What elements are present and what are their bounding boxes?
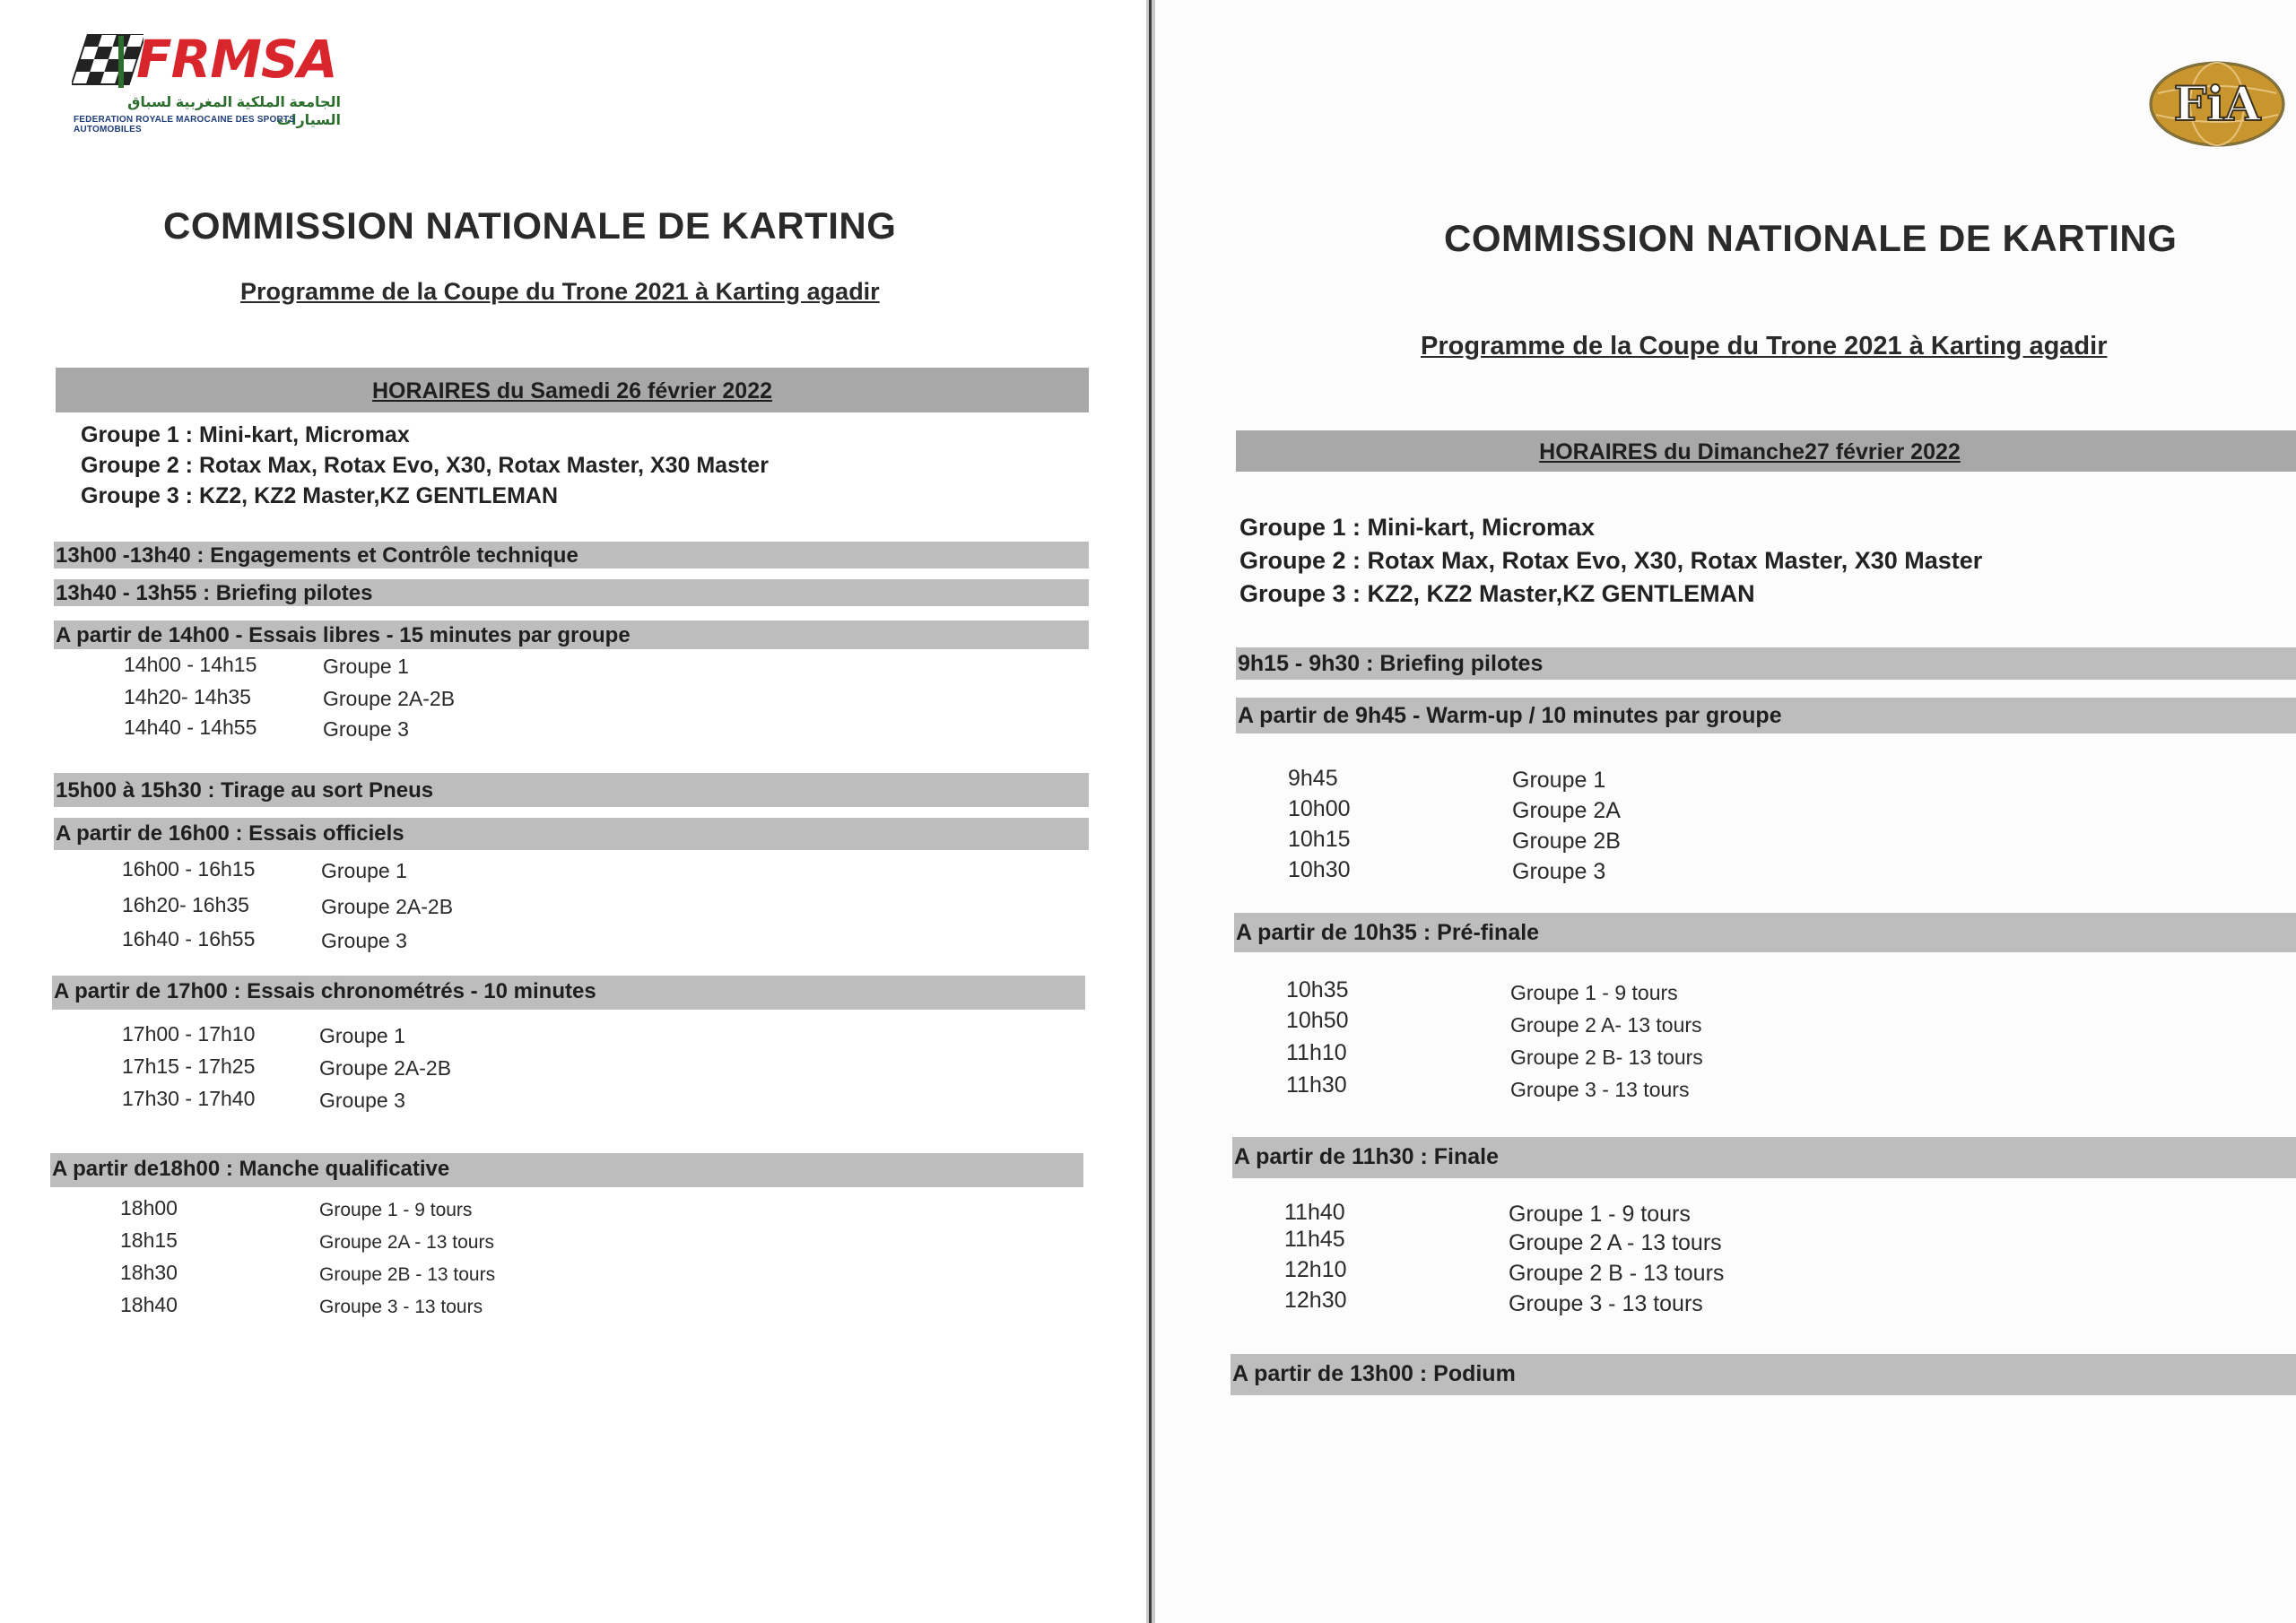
schedule-time: 18h15 <box>120 1228 178 1252</box>
tirage-header: 15h00 à 15h30 : Tirage au sort Pneus <box>56 778 434 803</box>
essais-libres-header: A partir de 14h00 - Essais libres - 15 minutes par groupe <box>56 623 631 647</box>
groups-list <box>1239 511 1982 611</box>
schedule-time: 12h30 <box>1284 1288 1347 1313</box>
schedule-group: Groupe 3 <box>319 1089 405 1112</box>
schedule-group: Groupe 2A-2B <box>323 687 456 710</box>
schedule-time: 10h35 <box>1286 977 1349 1002</box>
briefing-header: 13h40 - 13h55 : Briefing pilotes <box>56 581 373 605</box>
left-page <box>0 0 1146 1623</box>
page-subtitle: Programme de la Coupe du Trone 2021 à Karting agadir <box>1421 332 2108 360</box>
section-bar <box>1236 698 2296 733</box>
schedule-time: 10h15 <box>1288 827 1351 852</box>
essais-officiels-header: A partir de 16h00 : Essais officiels <box>56 821 404 846</box>
group-3-desc: Groupe 3 : KZ2, KZ2 Master,KZ GENTLEMAN <box>81 483 559 508</box>
schedule-time: 16h20- 16h35 <box>122 893 249 916</box>
section-bar <box>50 1153 1083 1187</box>
schedule-time: 18h40 <box>120 1293 178 1316</box>
schedule-time: 11h10 <box>1286 1040 1347 1065</box>
schedule-group: Groupe 3 <box>323 717 409 741</box>
right-page <box>1155 0 2296 1623</box>
warmup-header: A partir de 9h45 - Warm-up / 10 minutes par groupe <box>1238 703 1782 728</box>
schedule-group: Groupe 1 - 9 tours <box>319 1200 473 1220</box>
frmsa-logo-arabic: الجامعة الملكية المغربية لسباق السيارات <box>127 95 341 128</box>
schedule-time: 16h40 - 16h55 <box>122 927 256 950</box>
group-2-desc: Groupe 2 : Rotax Max, Rotax Evo, X30, Rotax Master, X30 Master <box>1239 547 1983 574</box>
section-bar <box>54 542 1089 568</box>
schedule-time: 14h40 - 14h55 <box>124 716 257 739</box>
schedule-group: Groupe 1 - 9 tours <box>1510 981 1678 1004</box>
schedule-group: Groupe 1 - 9 tours <box>1509 1202 1691 1227</box>
schedule-group: Groupe 1 <box>319 1024 405 1047</box>
schedule-time: 11h40 <box>1284 1200 1345 1225</box>
page-divider <box>1146 0 1155 1623</box>
podium-header: A partir de 13h00 : Podium <box>1232 1361 1516 1386</box>
prefinale-header: A partir de 10h35 : Pré-finale <box>1236 920 1540 945</box>
schedule-time: 9h45 <box>1288 766 1338 791</box>
schedule-group: Groupe 3 - 13 tours <box>1510 1078 1690 1101</box>
essais-chrono-header: A partir de 17h00 : Essais chronométrés - 10 minutes <box>54 979 596 1003</box>
schedule-group: Groupe 2 B- 13 tours <box>1510 1046 1703 1069</box>
schedule-group: Groupe 2A <box>1512 798 1621 823</box>
schedule-time: 10h00 <box>1288 796 1351 821</box>
schedule-group: Groupe 2A-2B <box>319 1056 452 1080</box>
page-title: COMMISSION NATIONALE DE KARTING <box>1444 217 2178 259</box>
schedule-time: 11h45 <box>1284 1227 1345 1252</box>
engagements-header: 13h00 -13h40 : Engagements et Contrôle technique <box>56 543 578 568</box>
frmsa-logo-subtitle: FEDERATION ROYALE MAROCAINE DES SPORTS AUTOMOBILES <box>74 115 296 135</box>
section-bar <box>54 773 1089 807</box>
section-bar <box>1232 1137 2296 1178</box>
schedule-time: 10h50 <box>1286 1008 1349 1033</box>
manche-header: A partir de18h00 : Manche qualificative <box>52 1157 450 1181</box>
schedule-time: 17h30 - 17h40 <box>122 1087 256 1110</box>
day-header-bar <box>56 368 1089 412</box>
schedule-group: Groupe 3 <box>321 929 407 952</box>
schedule-group: Groupe 2 A- 13 tours <box>1510 1013 1702 1037</box>
group-1-desc: Groupe 1 : Mini-kart, Micromax <box>81 422 410 447</box>
page-title: COMMISSION NATIONALE DE KARTING <box>163 204 897 247</box>
section-bar <box>54 818 1089 850</box>
section-bar <box>1231 1354 2296 1395</box>
page-subtitle: Programme de la Coupe du Trone 2021 à Karting agadir <box>240 278 880 305</box>
schedule-time: 17h00 - 17h10 <box>122 1022 256 1046</box>
svg-text:FiA: FiA <box>2173 77 2261 132</box>
day-header-bar <box>1236 430 2296 472</box>
schedule-time: 18h30 <box>120 1261 178 1284</box>
schedule-time: 14h20- 14h35 <box>124 685 251 708</box>
day-header: HORAIRES du Dimanche27 février 2022 <box>1539 439 1961 464</box>
groups-list <box>81 420 769 511</box>
frmsa-logo <box>72 29 341 135</box>
day-header: HORAIRES du Samedi 26 février 2022 <box>371 378 773 404</box>
schedule-group: Groupe 2B <box>1512 829 1621 854</box>
fia-globe-icon <box>2149 59 2289 149</box>
group-2-desc: Groupe 2 : Rotax Max, Rotax Evo, X30, Rotax Master, X30 Master <box>81 453 769 478</box>
schedule-group: Groupe 3 - 13 tours <box>1509 1291 1703 1316</box>
section-bar <box>52 976 1085 1010</box>
section-bar <box>54 579 1089 606</box>
schedule-group: Groupe 2B - 13 tours <box>319 1264 496 1285</box>
checkered-flag-icon <box>72 34 144 90</box>
schedule-time: 16h00 - 16h15 <box>122 857 256 881</box>
schedule-time: 11h30 <box>1286 1072 1347 1098</box>
schedule-group: Groupe 2 B - 13 tours <box>1509 1261 1725 1286</box>
briefing-header: 9h15 - 9h30 : Briefing pilotes <box>1238 651 1544 676</box>
section-bar <box>54 621 1089 649</box>
section-bar <box>1236 647 2296 680</box>
schedule-group: Groupe 2A - 13 tours <box>319 1232 494 1253</box>
schedule-time: 18h00 <box>120 1196 178 1219</box>
schedule-group: Groupe 3 - 13 tours <box>319 1297 483 1317</box>
section-bar <box>1234 913 2296 952</box>
finale-header: A partir de 11h30 : Finale <box>1234 1144 1500 1169</box>
schedule-time: 10h30 <box>1288 857 1351 882</box>
group-3-desc: Groupe 3 : KZ2, KZ2 Master,KZ GENTLEMAN <box>1239 580 1755 607</box>
schedule-group: Groupe 1 <box>1512 768 1606 793</box>
schedule-group: Groupe 3 <box>1512 859 1606 884</box>
schedule-time: 14h00 - 14h15 <box>124 653 257 676</box>
schedule-group: Groupe 2 A - 13 tours <box>1509 1230 1722 1255</box>
schedule-time: 12h10 <box>1284 1257 1347 1282</box>
schedule-time: 17h15 - 17h25 <box>122 1055 256 1078</box>
group-1-desc: Groupe 1 : Mini-kart, Micromax <box>1239 514 1596 541</box>
schedule-group: Groupe 2A-2B <box>321 895 454 918</box>
frmsa-logo-text: FRMSA <box>136 29 337 90</box>
schedule-group: Groupe 1 <box>323 655 409 678</box>
schedule-group: Groupe 1 <box>321 859 407 882</box>
